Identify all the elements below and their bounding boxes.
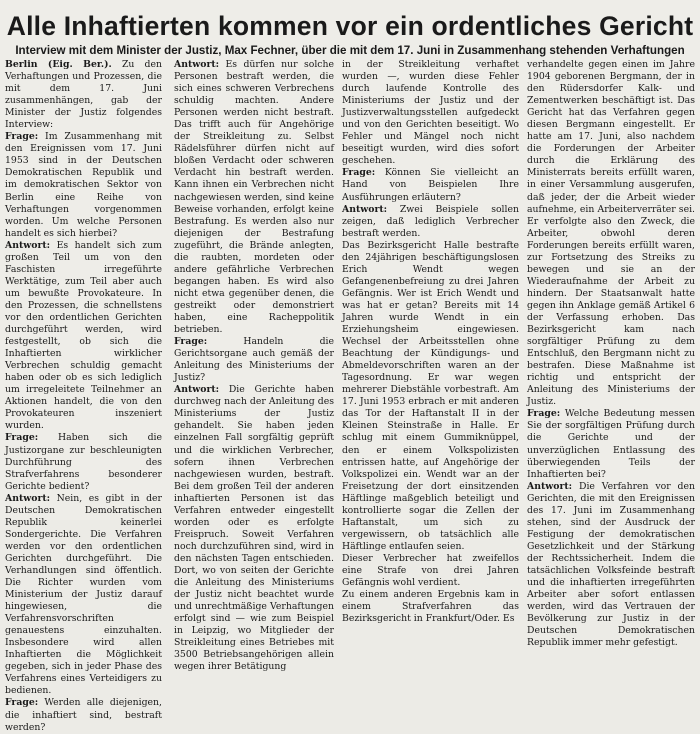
paragraph-text: Es handelt sich zum großen Teil um von den Faschisten irregeführte Werktätige, zum Teil aber auch um bewußte Provokateure. In den Prozessen, die schnellstens vor den ordentlichen Gerichten durchgeführt werden, wird festgestellt, ob sich die Inhaftierten wirklicher Verbrechen schuldig gemacht haben oder ob es sich lediglich um irregeleitete Teilnehmer an Aktionen handelt, die von den Provokateuren inszeniert wurden. <box>5 239 162 432</box>
paragraph-text: Handeln die Gerichtsorgane auch gemäß der Anleitung des Ministeriums der Justiz? <box>174 336 334 384</box>
article-paragraph <box>5 697 162 733</box>
article-paragraph <box>342 240 519 553</box>
paragraph-text: Nein, es gibt in der Deutschen Demokratischen Republik keinerlei Sondergerichte. Die Verfahren werden vor den ordentlichen Gerichten durchgeführt. Die Verhandlungen sind öffentlich. Die Richter wurden vom Ministerium der Justiz darauf hingewiesen, die Verfahrensvorschriften genauestens einzuhalten. Insbesondere wird allen Inhaftierten die Möglichkeit gegeben, sich in jeder Phase des Verfahrens eines Verteidigers zu bedienen. <box>5 492 162 697</box>
article-paragraph <box>5 493 162 698</box>
subheadline: Interview mit dem Minister der Justiz, Max Fechner, über die mit dem 17. Juni in Zusammenhang stehenden Verhaftungen <box>15 44 685 57</box>
answer-label: Antwort: <box>174 384 220 396</box>
article-paragraph <box>5 432 162 492</box>
paragraph-text: Welche Bedeutung messen Sie der sorgfältigen Prüfung durch die Gerichte und der unverzüglichen Entlassung des überwiegenden Teils der Inhaftierten bei? <box>527 408 695 480</box>
paragraph-text: Das Bezirksgericht Halle bestrafte den 24jährigen beschäftigungslosen Erich Wendt wegen Gefangenenbefreiung zu drei Jahren Gefängnis. Wer ist Erich Wendt und was hat er getan? Bereits mit 14 Jahren wurde Wendt in ein Erziehungsheim eingewiesen. Wechsel der Arbeitsstellen ohne Beachtung der Kündigungs- und Abmeldevorschriften waren an der Tagesordnung. Er war wegen mehrerer Diebstähle vorbestraft. Am 17. Juni 1953 erbrach er mit anderen das Tor der Haftanstalt II in der Kleinen Steinstraße in Halle. Er schlug mit einem Gummiknüppel, den er einem Volkspolizisten entrissen hatte, auf Angehörige der Volkspolizei ein. Wendt war an der Freisetzung der dort einsitzenden Häftlinge maßgeblich beteiligt und kontrollierte sogar die Zellen der Haftanstalt, um sich zu vergewissern, ob tatsächlich alle Häftlinge entlaufen seien. <box>342 239 519 552</box>
article-paragraph <box>342 204 519 240</box>
paragraph-text: Die Gerichte haben durchweg nach der Anleitung des Ministeriums der Justiz gehandelt. Sie haben jeden einzelnen Fall sorgfältig geprüft und die wirklichen Verbrecher, sofern ihnen Verbrechen nachgewiesen wurden, bestraft. Bei dem großen Teil der anderen inhaftierten Personen ist das Verfahren entweder eingestellt worden oder es erfolgte Freispruch. Soweit Verfahren noch durchzuführen sind, wird in den nächsten Tagen entschieden. Dort, wo von seiten der Gerichte die Anleitung des Ministeriums der Justiz nicht beachtet wurde und unrechtmäßige Verhaftungen erfolgt sind — wie zum Beispiel in Leipzig, wo Mitglieder der Streikleitung eines Betriebes mit 3500 Betriebsangehörigen allein wegen ihrer Betätigung <box>174 384 334 673</box>
article-paragraph <box>5 59 162 131</box>
article-paragraph <box>342 589 519 625</box>
paragraph-text: Haben sich die Justizorgane zur beschleunigten Durchführung des Strafverfahrens besonderer Gerichte bedient? <box>5 432 162 492</box>
answer-label: Antwort: <box>527 480 573 492</box>
paragraph-text: Zu einem anderen Ergebnis kam in einem Strafverfahren das Bezirksgericht in Frankfurt/Oder. Es <box>342 589 519 625</box>
question-label: Frage: <box>5 432 39 444</box>
article-paragraph <box>174 59 334 336</box>
paragraph-text: in der Streikleitung verhaftet wurden —, wurden diese Fehler durch laufende Kontrolle des Ministeriums der Justiz und der Justizverwaltungsstellen aufgedeckt und von den Gerichten beseitigt. Wo Fehler und Mängel noch nicht beseitigt wurden, wird dies sofort geschehen. <box>342 59 519 167</box>
paragraph-text: verhandelte gegen einen im Jahre 1904 geborenen Bergmann, der in den Rüdersdorfer Kalk- und Zementwerken beschäftigt ist. Das Gericht hat das Verfahren gegen diesen Bergmann eingestellt. Er hatte am 17. Juni, also nachdem die Forderungen der Arbeiter durch die Erklärung des Ministerrats bereits erfüllt waren, in einer Versammlung ausgerufen, daß jeder, der die Arbeit wieder aufnehme, ein Arbeiterverräter sei. Er verfolgte also den Zweck, die Arbeiter, obwohl deren Forderungen bereits erfüllt waren, zur Fortsetzung des Streiks zu bewegen und sie an der Wiederaufnahme der Arbeit zu hindern. Der Staatsanwalt hatte gegen ihn Anklage gemäß Artikel 6 der Verfassung erhoben. Das Bezirksgericht kam nach sorgfältiger Prüfung zu dem Entschluß, den Bergmann nicht zu bestrafen. Diese Maßnahme ist richtig und entspricht der Anleitung des Ministeriums der Justiz. <box>527 59 695 408</box>
paragraph-text: Die Verfahren vor den Gerichten, die mit den Ereignissen des 17. Juni im Zusammenhang stehen, sind der Ausdruck der Festigung der demokratischen Gesetzlichkeit und der Stärkung der Rechtssicherheit. Indem die tatsächlichen Volksfeinde bestraft und die inhaftierten irregeführten Arbeiter aber sofort entlassen werden, wird das Vertrauen der Bevölkerung zur Justiz in der Deutschen Demokratischen Republik immer mehr gefestigt. <box>527 480 695 649</box>
article-paragraph <box>527 481 695 650</box>
paragraph-text: Es dürfen nur solche Personen bestraft werden, die sich eines schweren Verbrechens schuldig machten. Andere Personen werden nicht bestraft. Das trifft auch für Angehörige der Streikleitung zu. Selbst Rädelsführer dürfen nicht auf bloßen Verdacht oder schweren Verdacht hin bestraft werden. Kann ihnen ein Verbrechen nicht nachgewiesen werden, sind keine Beweise vorhanden, erfolgt keine Bestrafung. Es werden also nur diejenigen der Bestrafung zugeführt, die Brände anlegten, die raubten, mordeten oder andere gefährliche Verbrechen begangen haben. Es wird also nicht etwa gegenüber denen, die gestreikt oder demonstriert haben, eine Racheppolitik betrieben. <box>174 59 334 336</box>
article-paragraph <box>527 59 695 408</box>
paragraph-text: Werden alle diejenigen, die inhaftiert sind, bestraft werden? <box>5 697 162 733</box>
article-paragraph <box>174 336 334 384</box>
answer-label: Antwort: <box>5 239 51 251</box>
article-paragraph <box>527 408 695 480</box>
article-column-4 <box>527 59 695 649</box>
paragraph-text: Im Zusammenhang mit den Ereignissen vom 17. Juni 1953 sind in der Deutschen Demokratischen Republik und im demokratischen Sektor von Berlin eine Reihe von Verhaftungen vorgenommen worden. Um welche Personen handelt es sich hierbei? <box>5 131 162 239</box>
article-paragraph <box>5 131 162 239</box>
paragraph-text: Zwei Beispiele sollen zeigen, daß lediglich Verbrecher bestraft werden. <box>342 203 519 239</box>
article-column-2 <box>174 59 334 673</box>
answer-label: Antwort: <box>342 203 388 215</box>
paragraph-text: Zu den Verhaftungen und Prozessen, die mit dem 17. Juni zusammenhängen, gab der Minister der Justiz folgendes Interview: <box>5 59 162 131</box>
question-label: Frage: <box>174 336 208 348</box>
article-paragraph <box>342 59 519 167</box>
question-label: Frage: <box>5 697 39 709</box>
answer-label: Antwort: <box>5 492 51 504</box>
paragraph-text: Dieser Verbrecher hat zweifellos eine Strafe von drei Jahren Gefängnis wohl verdient. <box>342 552 519 589</box>
dateline: Berlin (Eig. Ber.). <box>5 59 112 70</box>
paragraph-text: Können Sie vielleicht an Hand von Beispielen Ihre Ausführungen erläutern? <box>342 167 519 203</box>
question-label: Frage: <box>342 167 376 179</box>
question-label: Frage: <box>5 131 39 143</box>
article-column-1 <box>5 59 162 733</box>
article-column-3 <box>342 59 519 625</box>
answer-label: Antwort: <box>174 59 220 70</box>
headline: Alle Inhaftierten kommen vor ein ordentliches Gericht <box>6 11 694 41</box>
article-paragraph <box>342 553 519 589</box>
article-paragraph <box>5 240 162 433</box>
question-label: Frage: <box>527 408 561 420</box>
article-paragraph <box>342 167 519 203</box>
article-paragraph <box>174 384 334 673</box>
